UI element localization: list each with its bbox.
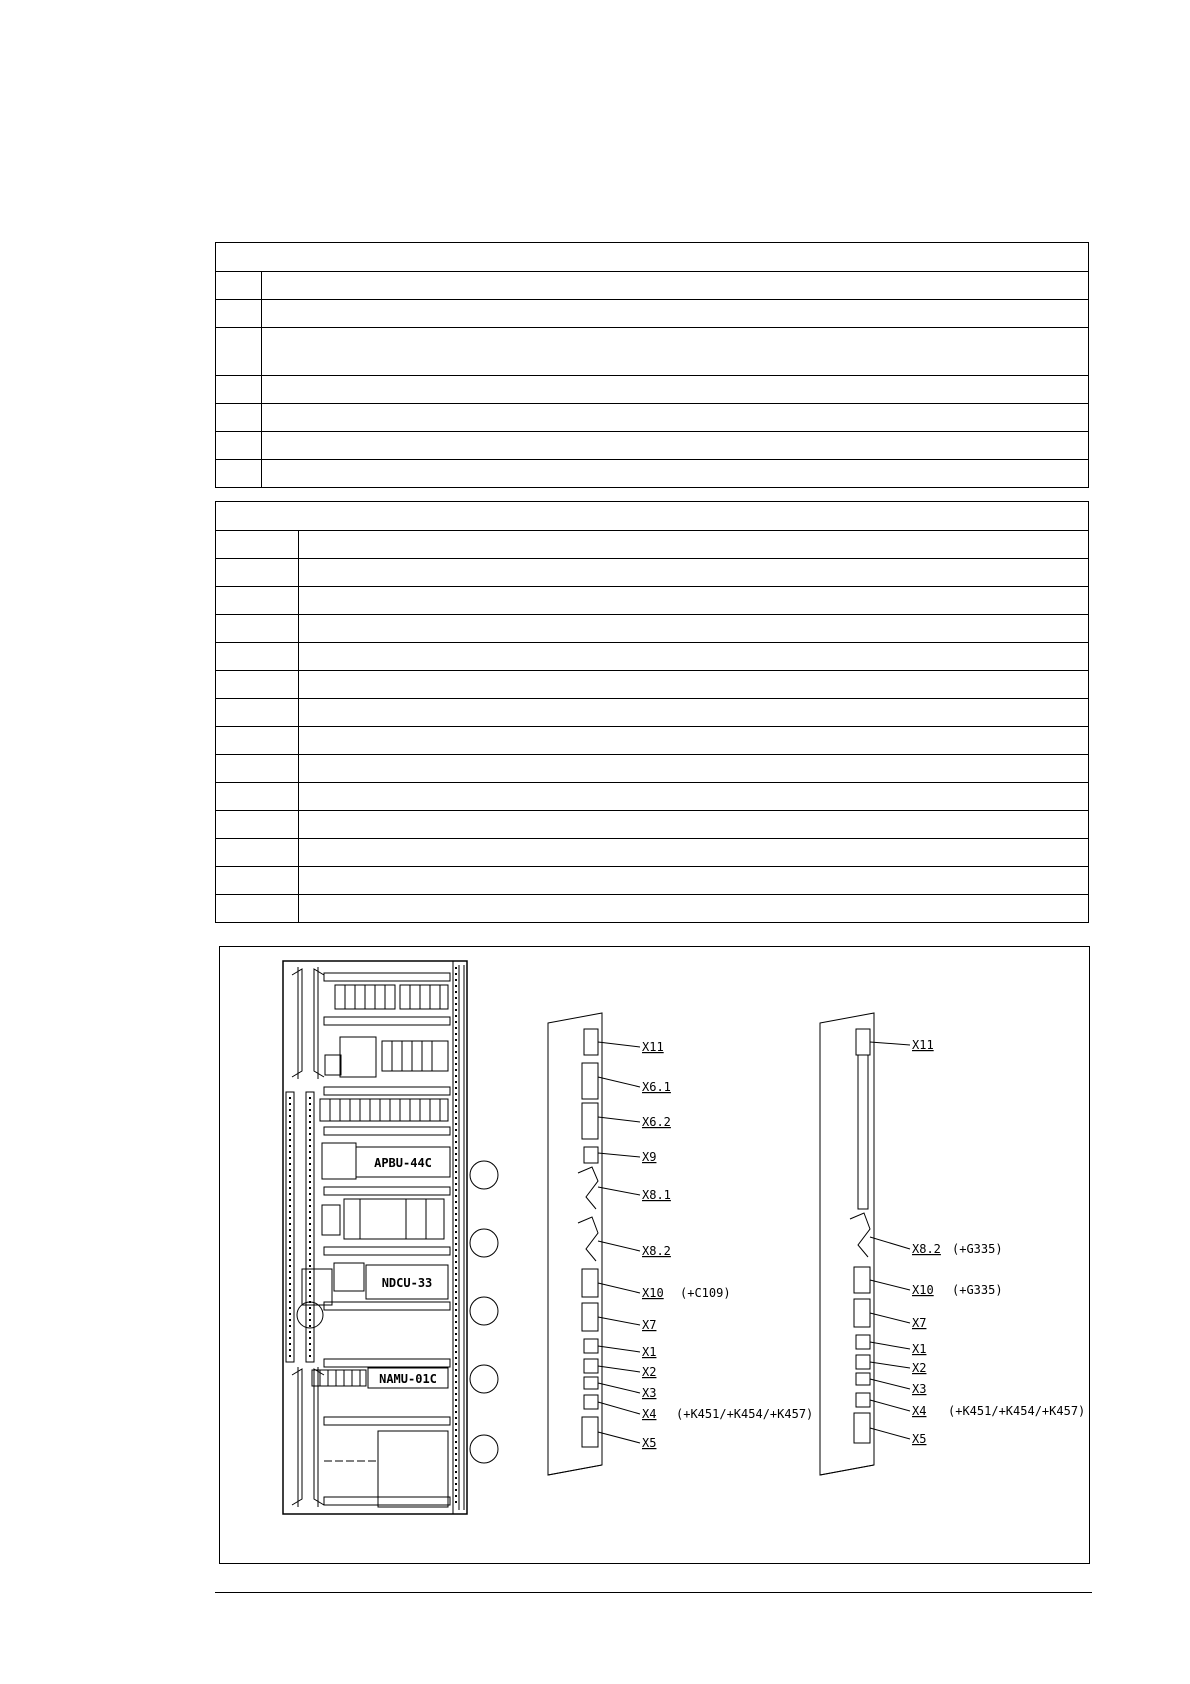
connector-x8-2	[850, 1213, 1003, 1257]
connector-x4	[856, 1393, 1085, 1418]
connector-label: X1	[642, 1345, 657, 1359]
connector-x11	[856, 1029, 934, 1209]
table-row	[216, 754, 1088, 783]
table-row	[216, 614, 1088, 643]
connector-label: X5	[642, 1436, 657, 1450]
table-row	[216, 698, 1088, 727]
callout-circle	[470, 1229, 498, 1257]
column-2-connectors	[850, 1029, 1085, 1446]
connector-x7	[854, 1299, 926, 1330]
connector-note: (+G335)	[952, 1242, 1003, 1256]
table-1	[215, 242, 1089, 488]
connector-label: X11	[642, 1040, 664, 1054]
table-row	[216, 642, 1088, 671]
connector-label: X11	[912, 1038, 934, 1052]
connector-x11	[584, 1029, 664, 1055]
table-2	[215, 501, 1089, 923]
callout-circle	[470, 1297, 498, 1325]
connector-label: X8.1	[642, 1188, 671, 1202]
table-row	[216, 271, 1088, 300]
connector-label: X8.2	[642, 1244, 671, 1258]
connector-label: X2	[642, 1365, 657, 1379]
table-row	[216, 459, 1088, 487]
connector-x7	[582, 1303, 656, 1332]
callout-circle	[470, 1365, 498, 1393]
connector-x10	[582, 1269, 731, 1300]
connector-note: (+C109)	[680, 1286, 731, 1300]
connector-label: X10	[642, 1286, 664, 1300]
table-row	[216, 586, 1088, 615]
connector-label: X9	[642, 1150, 657, 1164]
connector-label: X3	[912, 1382, 927, 1396]
connector-label: X10	[912, 1283, 934, 1297]
connector-label: X6.1	[642, 1080, 671, 1094]
module-label-apbu: APBU-44C	[374, 1156, 432, 1170]
connector-label: X3	[642, 1386, 657, 1400]
connector-note: (+K451/+K454/+K457)	[676, 1407, 814, 1421]
connector-x4	[584, 1395, 813, 1421]
callout-circles	[470, 1161, 498, 1463]
cabinet-drawing	[283, 961, 467, 1514]
connector-panel-1	[548, 1013, 602, 1475]
connector-label: X5	[912, 1432, 927, 1446]
connector-x6-1	[582, 1063, 671, 1099]
table-row	[216, 403, 1088, 432]
table-row	[216, 782, 1088, 811]
table-row	[216, 726, 1088, 755]
callout-circle	[470, 1161, 498, 1189]
connector-x2	[856, 1355, 926, 1375]
connector-x6-2	[582, 1103, 671, 1139]
table-row	[216, 530, 1088, 559]
table-row	[216, 375, 1088, 404]
table-row	[216, 431, 1088, 460]
connector-x10	[854, 1267, 1003, 1297]
table-row	[216, 838, 1088, 867]
table-2-header	[216, 502, 1088, 531]
connector-x2	[584, 1359, 656, 1379]
table-row	[216, 299, 1088, 328]
connector-label: X4	[642, 1407, 657, 1421]
table-row	[216, 866, 1088, 895]
connector-x1	[856, 1335, 926, 1356]
connector-x3	[584, 1377, 656, 1400]
connector-x8-1	[578, 1167, 671, 1209]
footer-rule	[215, 1592, 1092, 1593]
table-row	[216, 670, 1088, 699]
connector-x9	[584, 1147, 656, 1164]
connector-label: X7	[912, 1316, 927, 1330]
module-label-namu: NAMU-01C	[379, 1372, 437, 1386]
callout-circle	[470, 1435, 498, 1463]
connector-panel-2	[820, 1013, 874, 1475]
connector-x8-2	[578, 1217, 671, 1261]
column-1-connectors	[578, 1029, 813, 1450]
diagram-svg	[220, 947, 1091, 1565]
table-row	[216, 327, 1088, 376]
module-label-ndcu: NDCU-33	[381, 1276, 433, 1290]
cabinet-diagram	[219, 946, 1090, 1564]
connector-label: X4	[912, 1404, 927, 1418]
table-row	[216, 558, 1088, 587]
connector-label: X7	[642, 1318, 657, 1332]
connector-x1	[584, 1339, 656, 1359]
table-1-header	[216, 243, 1088, 272]
connector-label: X1	[912, 1342, 927, 1356]
connector-note: (+G335)	[952, 1283, 1003, 1297]
table-row	[216, 810, 1088, 839]
table-row	[216, 894, 1088, 922]
connector-note: (+K451/+K454/+K457)	[948, 1404, 1086, 1418]
connector-label: X6.2	[642, 1115, 671, 1129]
connector-label: X8.2	[912, 1242, 941, 1256]
connector-label: X2	[912, 1361, 927, 1375]
connector-x5	[582, 1417, 656, 1450]
